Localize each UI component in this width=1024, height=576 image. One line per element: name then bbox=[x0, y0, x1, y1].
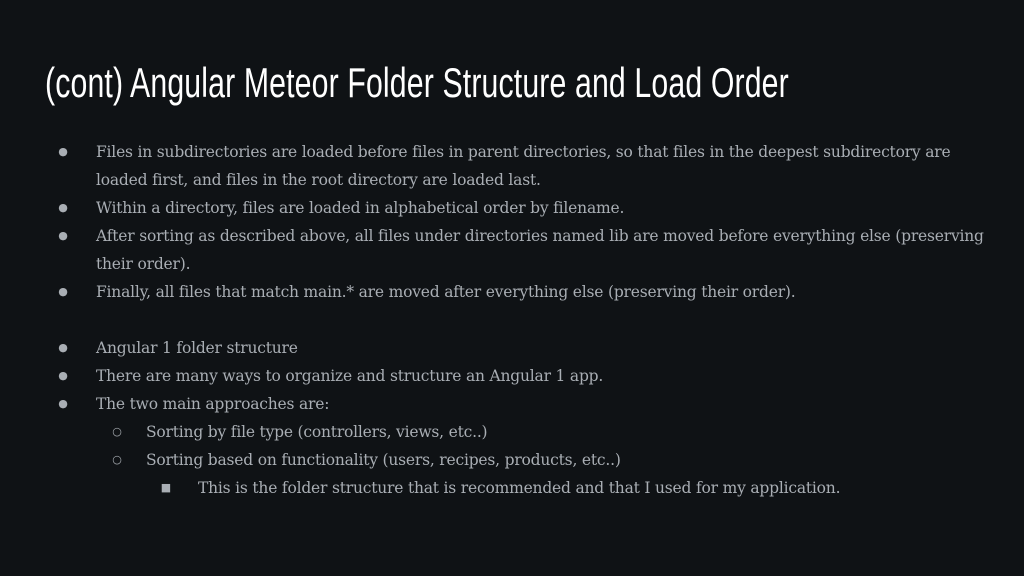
bullet-dot-icon: ● bbox=[58, 369, 68, 382]
circle-bullet-icon: ○ bbox=[112, 453, 122, 466]
bullet-item bbox=[50, 278, 990, 306]
bullet-item bbox=[50, 194, 990, 222]
bullet-dot-icon: ● bbox=[58, 341, 68, 354]
bullet-dot-icon: ● bbox=[58, 397, 68, 410]
bullet-dot-icon: ● bbox=[58, 285, 68, 298]
sub-bullet-text: Sorting based on functionality (users, recipes, products, etc..) bbox=[146, 451, 621, 469]
bullet-dot-icon: ● bbox=[58, 229, 68, 242]
slide-body bbox=[50, 138, 990, 502]
bullet-text: There are many ways to organize and structure an Angular 1 app. bbox=[96, 367, 604, 385]
bullet-text: Files in subdirectories are loaded before files in parent directories, so that files in the deepest subdirectory are loaded first, and files in the root directory are loaded last. bbox=[96, 143, 951, 189]
bullet-item bbox=[50, 334, 990, 362]
sub-bullet-item bbox=[50, 418, 990, 446]
sub-sub-bullet-text: This is the folder structure that is recommended and that I used for my application. bbox=[198, 479, 841, 497]
bullet-text: Angular 1 folder structure bbox=[96, 339, 298, 357]
bullet-item bbox=[50, 362, 990, 390]
section-spacer bbox=[50, 306, 990, 334]
bullet-item bbox=[50, 222, 990, 278]
bullet-text: After sorting as described above, all files under directories named lib are moved before everything else (preserving their order). bbox=[96, 227, 984, 273]
bullet-dot-icon: ● bbox=[58, 145, 68, 158]
sub-bullet-item bbox=[50, 446, 990, 474]
bullet-text: Within a directory, files are loaded in alphabetical order by filename. bbox=[96, 199, 625, 217]
sub-bullet-text: Sorting by file type (controllers, views, etc..) bbox=[146, 423, 488, 441]
bullet-dot-icon: ● bbox=[58, 201, 68, 214]
sub-sub-bullet-item bbox=[50, 474, 990, 502]
bullet-text: The two main approaches are: bbox=[96, 395, 330, 413]
bullet-text: Finally, all files that match main.* are moved after everything else (preserving their order). bbox=[96, 283, 796, 301]
bullet-item bbox=[50, 390, 990, 418]
slide-title: (cont) Angular Meteor Folder Structure and Load Order bbox=[45, 59, 789, 106]
circle-bullet-icon: ○ bbox=[112, 425, 122, 438]
square-bullet-icon: ■ bbox=[160, 481, 172, 494]
bullet-item bbox=[50, 138, 990, 194]
